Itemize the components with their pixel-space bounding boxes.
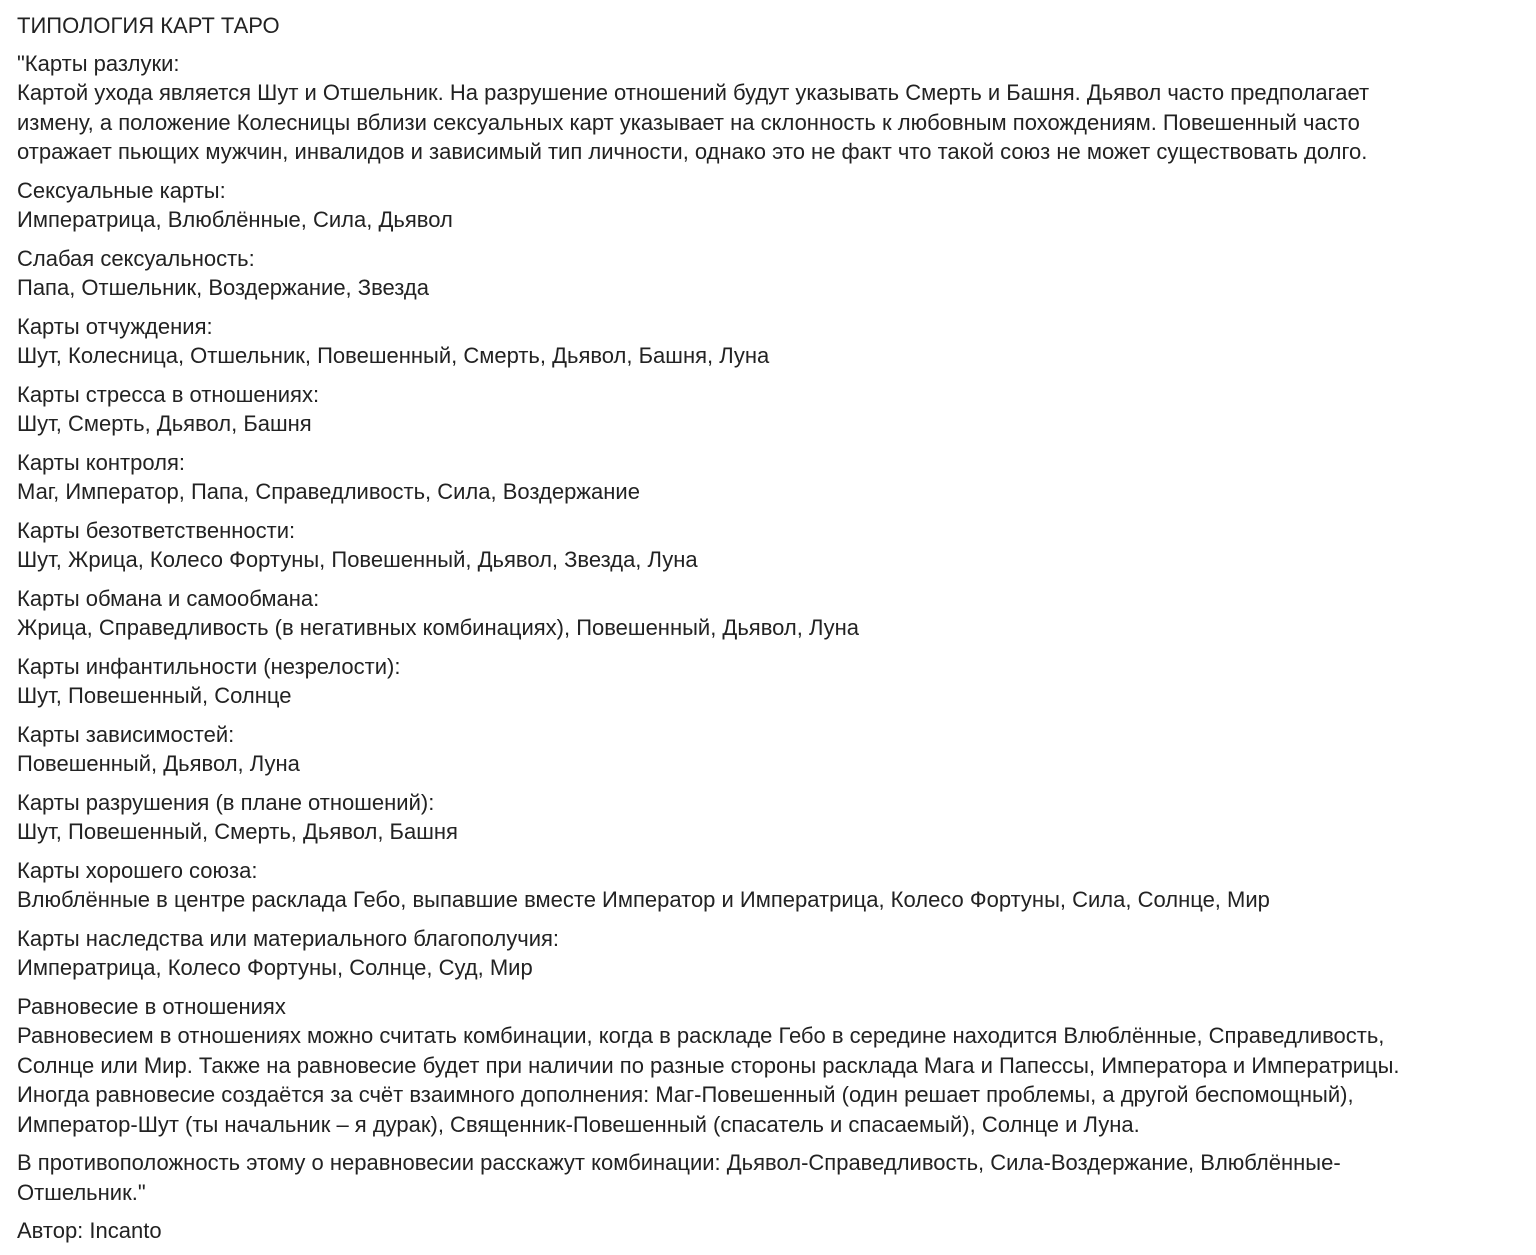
intro-paragraph xyxy=(17,49,1517,167)
section-heading: Карты наследства или материального благополучия: xyxy=(17,925,560,951)
section-heading: Слабая сексуальность: xyxy=(17,245,255,271)
balance-line: Иногда равновесие создаётся за счёт взаимного дополнения: Маг-Повешенный (один решает проблемы, а другой беспомощный), xyxy=(17,1082,1354,1107)
balance-paragraph xyxy=(17,992,1517,1140)
author-line: Автор: Incanto xyxy=(17,1218,162,1243)
document-title: ТИПОЛОГИЯ КАРТ ТАРО xyxy=(17,13,280,38)
section-heading: Сексуальные карты: xyxy=(17,177,226,203)
intro-line: измену, а положение Колесницы вблизи сексуальных карт указывает на склонность к любовным похождениям. Повешенный часто xyxy=(17,109,1360,135)
section-stress-cards xyxy=(17,380,1517,439)
section-alienation-cards xyxy=(17,312,1517,371)
section-cards: Шут, Колесница, Отшельник, Повешенный, Смерть, Дьявол, Башня, Луна xyxy=(17,343,770,368)
section-cards: Маг, Император, Папа, Справедливость, Сила, Воздержание xyxy=(17,479,640,504)
section-control-cards xyxy=(17,448,1517,507)
imbalance-paragraph xyxy=(17,1148,1517,1207)
section-heading: Карты отчуждения: xyxy=(17,313,213,339)
section-deception-cards xyxy=(17,584,1517,643)
section-cards: Жрица, Справедливость (в негативных комбинациях), Повешенный, Дьявол, Луна xyxy=(17,615,860,640)
section-heading: Карты зависимостей: xyxy=(17,721,235,747)
section-good-union-cards xyxy=(17,856,1517,915)
balance-line: Солнце или Мир. Также на равновесие будет при наличии по разные стороны расклада Мага и Папессы, Императора и Императрицы. xyxy=(17,1052,1400,1078)
section-irresponsibility-cards xyxy=(17,516,1517,575)
imbalance-line: Отшельник." xyxy=(17,1179,146,1205)
section-heading: Карты хорошего союза: xyxy=(17,857,258,883)
section-sexual-cards xyxy=(17,176,1517,235)
section-cards: Влюблённые в центре расклада Гебо, выпавшие вместе Император и Императрица, Колесо Фортуны, Сила, Солнце, Мир xyxy=(17,887,1270,912)
section-heading: Карты контроля: xyxy=(17,449,185,475)
section-cards: Шут, Повешенный, Солнце xyxy=(17,683,292,708)
balance-heading: Равновесие в отношениях xyxy=(17,993,286,1019)
section-destruction-cards xyxy=(17,788,1517,847)
section-infantility-cards xyxy=(17,652,1517,711)
imbalance-line: В противоположность этому о неравновесии расскажут комбинации: Дьявол-Справедливость, Сила-Воздержание, Влюблённые- xyxy=(17,1150,1341,1175)
section-cards: Повешенный, Дьявол, Луна xyxy=(17,751,300,776)
intro-heading: "Карты разлуки: xyxy=(17,50,180,76)
section-inheritance-cards xyxy=(17,924,1517,983)
document-body xyxy=(17,11,1517,1255)
section-heading: Карты безответственности: xyxy=(17,517,296,543)
section-weak-sexuality xyxy=(17,244,1517,303)
section-cards: Шут, Смерть, Дьявол, Башня xyxy=(17,411,312,436)
balance-line: Равновесием в отношениях можно считать комбинации, когда в раскладе Гебо в середине находится Влюблённые, Справедливость, xyxy=(17,1023,1385,1048)
section-cards: Императрица, Влюблённые, Сила, Дьявол xyxy=(17,207,453,232)
section-dependency-cards xyxy=(17,720,1517,779)
section-heading: Карты обмана и самообмана: xyxy=(17,585,320,611)
section-heading: Карты стресса в отношениях: xyxy=(17,381,320,407)
section-cards: Шут, Жрица, Колесо Фортуны, Повешенный, Дьявол, Звезда, Луна xyxy=(17,547,698,572)
section-heading: Карты инфантильности (незрелости): xyxy=(17,653,401,679)
balance-line: Император-Шут (ты начальник – я дурак), Священник-Повешенный (спасатель и спасаемый), Солнце и Луна. xyxy=(17,1111,1140,1137)
section-cards: Папа, Отшельник, Воздержание, Звезда xyxy=(17,275,429,300)
section-cards: Шут, Повешенный, Смерть, Дьявол, Башня xyxy=(17,819,458,844)
section-heading: Карты разрушения (в плане отношений): xyxy=(17,789,435,815)
section-cards: Императрица, Колесо Фортуны, Солнце, Суд, Мир xyxy=(17,955,533,980)
intro-line: Картой ухода является Шут и Отшельник. На разрушение отношений будут указывать Смерть и Башня. Дьявол часто предполагает xyxy=(17,80,1370,105)
intro-line: отражает пьющих мужчин, инвалидов и зависимый тип личности, однако это не факт что такой союз не может существовать долго. xyxy=(17,139,1368,164)
